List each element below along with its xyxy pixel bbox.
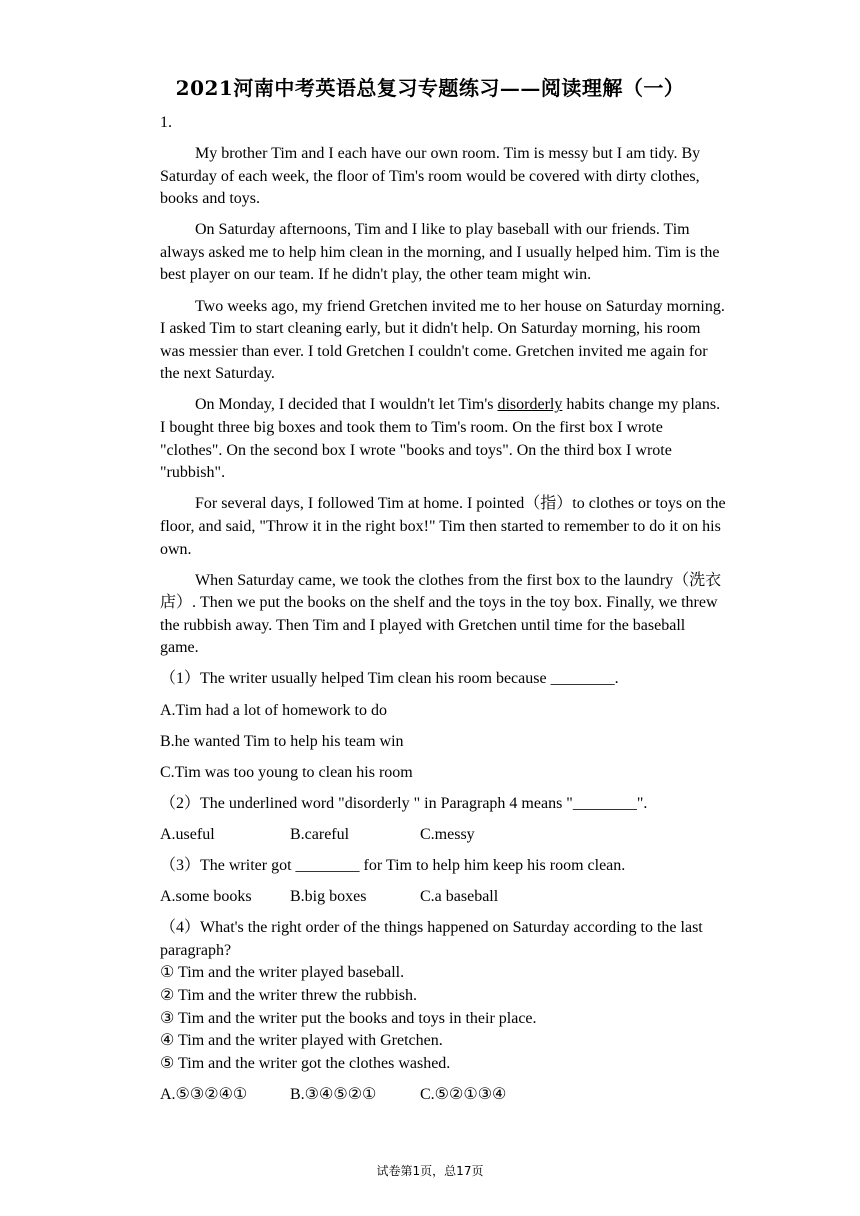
question-1-option-b: B.he wanted Tim to help his team win	[160, 732, 404, 750]
underlined-word: disorderly	[497, 396, 563, 414]
question-4-statement-5: ⑤ Tim and the writer got the clothes washed.	[160, 1054, 451, 1072]
question-3-option-b: B.big boxes	[290, 888, 367, 906]
question-4-option-a: A.⑤③②④①	[160, 1085, 248, 1103]
page-title: 2021河南中考英语总复习专题练习——阅读理解（一）	[175, 76, 685, 100]
question-3-option-a: A.some books	[160, 888, 252, 906]
question-4-option-c: C.⑤②①③④	[420, 1085, 507, 1103]
question-1-stem: （1）The writer usually helped Tim clean his room because ________.	[160, 670, 619, 688]
passage-paragraph-3: Two weeks ago, my friend Gretchen invited me to her house on Saturday morning. I asked Tim to start cleaning early, but it didn't help. On Saturday morning, his room was messier than ever. I told Gretchen I couldn't come. Gretchen invited me again for the next Saturday.	[160, 297, 725, 383]
question-3-option-c: C.a baseball	[420, 888, 499, 906]
question-4-statement-2: ② Tim and the writer threw the rubbish.	[160, 987, 417, 1004]
passage-paragraph-5: For several days, I followed Tim at home. I pointed（指）to clothes or toys on the floor, and said, "Throw it in the right box!" Tim then started to remember to do it on his own.	[160, 495, 726, 558]
paragraph-4-text-start: On Monday, I decided that I wouldn't let Tim's	[195, 396, 498, 414]
passage-paragraph-6: When Saturday came, we took the clothes from the first box to the laundry（洗衣店）. Then we put the books on the shelf and the toys in the toy box. Finally, we threw the rubbish away. Then Tim and I played with Gretchen until time for the baseball game.	[160, 571, 722, 657]
passage-paragraph-2: On Saturday afternoons, Tim and I like to play baseball with our friends. Tim always asked me to help him clean in the morning, and I usually helped him. Tim is the best player on our team. If he didn't play, the other team might win.	[160, 221, 720, 284]
paragraph-4-text-end: habits change my plans. I bought three big boxes and took them to Tim's room. On the first box I wrote "clothes". On the second box I wrote "books and toys". On the third box I wrote "rubbish".	[160, 396, 721, 482]
question-2-stem: （2）The underlined word "disorderly " in Paragraph 4 means "________".	[160, 794, 648, 812]
question-2-options	[160, 824, 726, 847]
question-4-statement-1: ① Tim and the writer played baseball.	[160, 964, 405, 982]
page-footer: 试卷第1页，总17页	[376, 1164, 484, 1178]
passage-paragraph-4	[160, 394, 726, 484]
question-4-statement-4: ④ Tim and the writer played with Gretchen.	[160, 1032, 443, 1050]
question-3-options	[160, 886, 726, 909]
question-4-option-b: B.③④⑤②①	[290, 1085, 377, 1103]
question-content	[160, 143, 726, 1115]
question-4-statement-3: ③ Tim and the writer put the books and toys in their place.	[160, 1009, 537, 1027]
question-4-stem: （4）What's the right order of the things happened on Saturday according to the last paragraph?	[160, 919, 703, 959]
question-2-option-a: A.useful	[160, 825, 215, 843]
question-number: 1.	[160, 114, 172, 131]
question-3-stem: （3）The writer got ________ for Tim to help him keep his room clean.	[160, 857, 626, 875]
question-2-option-b: B.careful	[290, 825, 350, 843]
question-1-option-c: C.Tim was too young to clean his room	[160, 763, 413, 781]
question-1-option-a: A.Tim had a lot of homework to do	[160, 701, 387, 719]
passage-paragraph-1: My brother Tim and I each have our own room. Tim is messy but I am tidy. By Saturday of each week, the floor of Tim's room would be covered with dirty clothes, books and toys.	[160, 145, 701, 208]
question-2-option-c: C.messy	[420, 825, 475, 843]
question-4-block	[160, 917, 726, 1075]
question-4-options	[160, 1084, 726, 1107]
